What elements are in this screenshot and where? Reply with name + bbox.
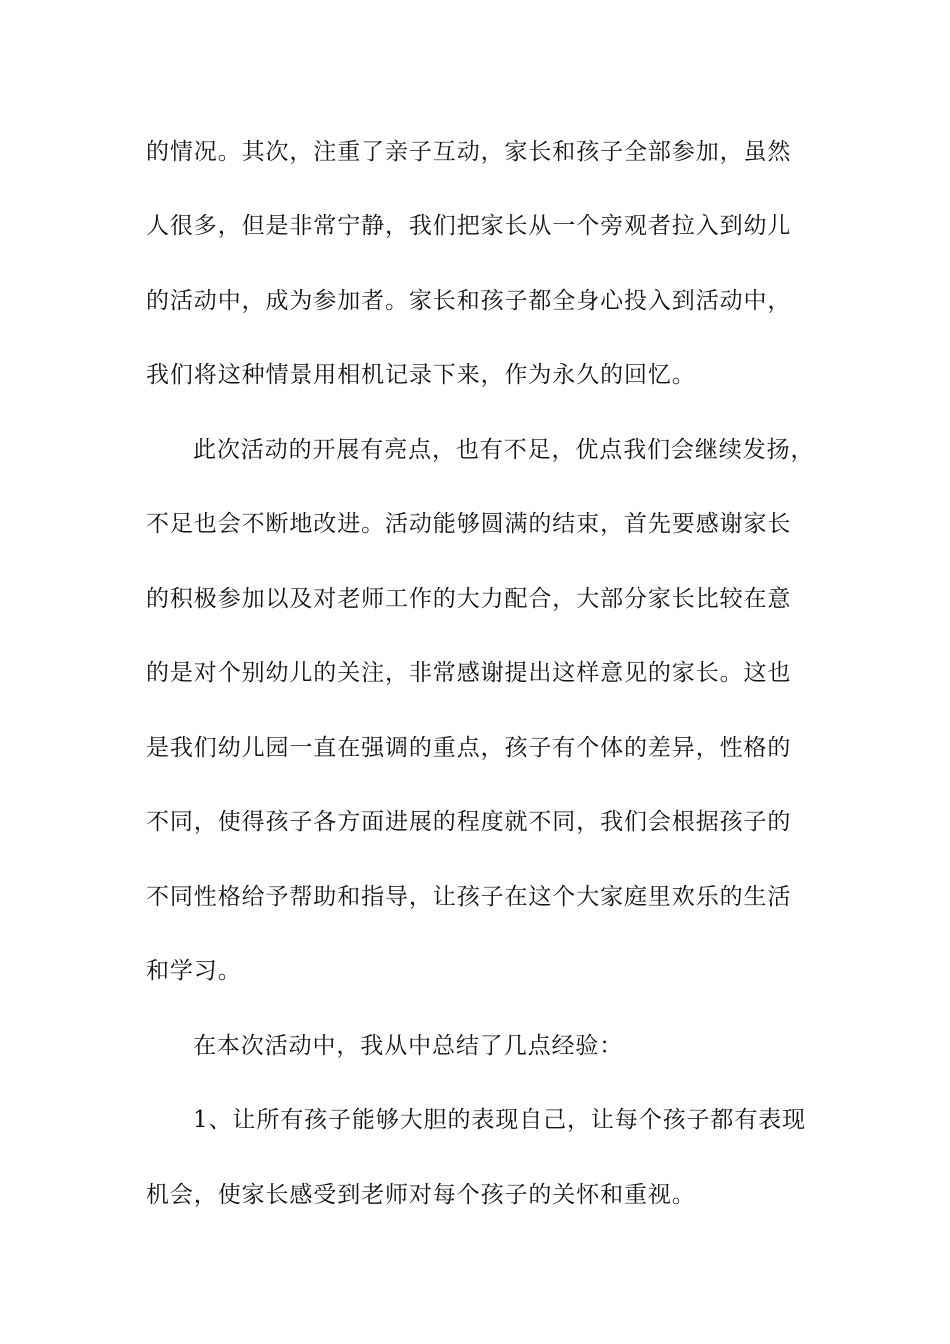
paragraph-first-line: 此次活动的开展有亮点，也有不足，优点我们会继续发扬， — [193, 437, 815, 463]
text-line: 的积极参加以及对老师工作的大力配合，大部分家长比较在意 — [146, 586, 792, 612]
text-line: 的情况。其次，注重了亲子互动，家长和孩子全部参加，虽然 — [146, 139, 792, 165]
text-line: 不足也会不断地改进。活动能够圆满的结束，首先要感谢家长 — [146, 511, 792, 537]
text-line: 不同，使得孩子各方面进展的程度就不同，我们会根据孩子的 — [146, 809, 792, 835]
text-line: 不同性格给予帮助和指导，让孩子在这个大家庭里欢乐的生活 — [146, 884, 792, 910]
text-line: 机会，使家长感受到老师对每个孩子的关怀和重视。 — [146, 1182, 696, 1208]
text-line: 是我们幼儿园一直在强调的重点，孩子有个体的差异，性格的 — [146, 735, 792, 761]
paragraph-first-line: 在本次活动中，我从中总结了几点经验： — [193, 1033, 624, 1059]
text-line: 的活动中，成为参加者。家长和孩子都全身心投入到活动中， — [146, 288, 792, 314]
text-line: 我们将这种情景用相机记录下来，作为永久的回忆。 — [146, 362, 696, 388]
text-line: 和学习。 — [146, 958, 242, 984]
text-line: 的是对个别幼儿的关注，非常感谢提出这样意见的家长。这也 — [146, 660, 792, 686]
text-line: 人很多，但是非常宁静，我们把家长从一个旁观者拉入到幼儿 — [146, 213, 792, 239]
list-item-line: 1、让所有孩子能够大胆的表现自己，让每个孩子都有表现 — [193, 1107, 807, 1133]
